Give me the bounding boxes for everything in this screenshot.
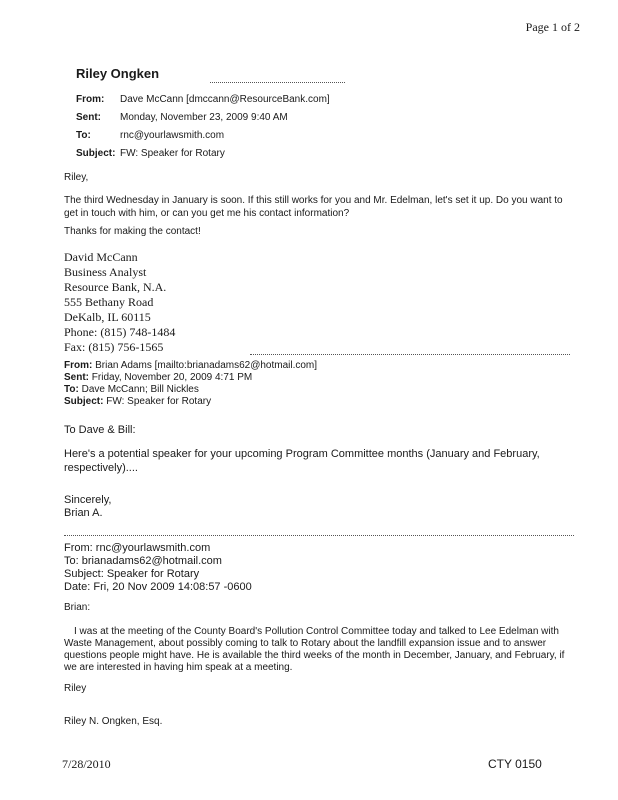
- msg3-body: I was at the meeting of the County Board's Pollution Control Committee today and talked to Lee Edelman with Waste Management, about possibly coming to talk to Rotary about the landfill expansion issue and to answer questions people might have. He is available the third weeks of the month in December, January, and February, if we are interested in having him speak at a meeting.: [64, 626, 565, 673]
- message-divider: [250, 354, 570, 355]
- header-3-subject-value: Speaker for Rotary: [106, 568, 200, 580]
- msg1-body: The third Wednesday in January is soon. If this still works for you and Mr. Edelman, let's set it up. Do you want to get in touch with him, or can you get me his contact information?: [64, 195, 563, 219]
- signature-line: 555 Bethany Road: [64, 295, 154, 309]
- msg1-signature: [64, 250, 175, 355]
- header-3-to-value: brianadams62@hotmail.com: [81, 555, 222, 567]
- signature-line: Business Analyst: [64, 265, 147, 279]
- header-3-date-label: Date:: [64, 581, 91, 593]
- footer-date: 7/28/2010: [62, 757, 111, 771]
- msg2-salutation: To Dave & Bill:: [64, 424, 136, 436]
- header-1-sent-value: Monday, November 23, 2009 9:40 AM: [120, 112, 288, 123]
- header-2-from-value: Brian Adams [mailto:brianadams62@hotmail.com]: [95, 360, 318, 371]
- msg3-salutation: Brian:: [64, 602, 91, 613]
- email-header-3: [64, 542, 252, 594]
- sender-name: Riley Ongken: [76, 66, 160, 81]
- header-2-to-label: To:: [64, 384, 79, 395]
- header-2-subject-label: Subject:: [64, 396, 104, 407]
- header-divider: [210, 82, 345, 83]
- msg2-closing: Sincerely,: [64, 494, 112, 506]
- header-2-subject-value: FW: Speaker for Rotary: [106, 396, 212, 407]
- signature-line: Resource Bank, N.A.: [64, 280, 167, 294]
- header-1-from-label: From:: [76, 94, 105, 105]
- msg3-fullname: Riley N. Ongken, Esq.: [64, 716, 163, 727]
- bates-number: CTY 0150: [488, 757, 542, 771]
- header-3-from-value: rnc@yourlawsmith.com: [95, 542, 211, 554]
- page-number: Page 1 of 2: [525, 20, 580, 34]
- msg1-thanks: Thanks for making the contact!: [64, 226, 201, 237]
- header-1-to-label: To:: [76, 130, 91, 141]
- message-divider: [64, 535, 574, 536]
- msg1-salutation: Riley,: [64, 172, 89, 183]
- header-1-from-value: Dave McCann [dmccann@ResourceBank.com]: [120, 94, 330, 105]
- header-1-sent-label: Sent:: [76, 112, 101, 123]
- email-header-2: [64, 360, 317, 408]
- signature-line: Fax: (815) 756-1565: [64, 340, 164, 354]
- msg2-body: Here's a potential speaker for your upcoming Program Committee months (January and February, respectively)....: [64, 448, 540, 474]
- header-1-to-value: rnc@yourlawsmith.com: [120, 130, 225, 141]
- signature-line: DeKalb, IL 60115: [64, 310, 151, 324]
- header-3-from-label: From:: [64, 542, 93, 554]
- header-2-sent-value: Friday, November 20, 2009 4:71 PM: [91, 372, 253, 383]
- msg3-signoff: Riley: [64, 683, 87, 694]
- header-3-date-value: Fri, 20 Nov 2009 14:08:57 -0600: [93, 581, 252, 593]
- signature-line: Phone: (815) 748-1484: [64, 325, 176, 339]
- msg2-name: Brian A.: [64, 507, 103, 519]
- header-2-to-value: Dave McCann; Bill Nickles: [81, 384, 199, 395]
- signature-line: David McCann: [64, 250, 138, 264]
- header-1-subject-label: Subject:: [76, 148, 116, 159]
- header-1-subject-value: FW: Speaker for Rotary: [120, 148, 225, 159]
- header-3-to-label: To:: [64, 555, 79, 567]
- header-2-sent-label: Sent:: [64, 372, 89, 383]
- header-2-from-label: From:: [64, 360, 93, 371]
- header-3-subject-label: Subject:: [64, 568, 104, 580]
